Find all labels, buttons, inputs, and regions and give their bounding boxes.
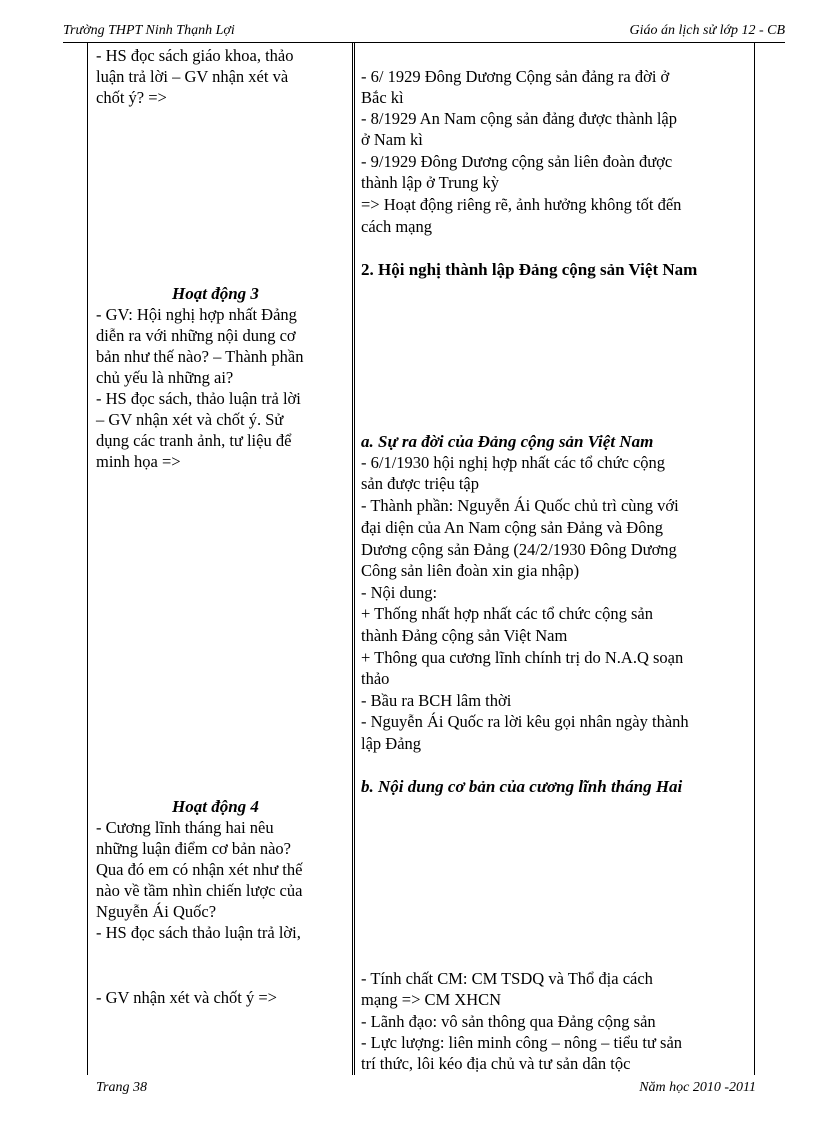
subsection-a-title: a. Sự ra đời của Đảng cộng sản Việt Nam [361, 432, 654, 451]
activity-3-line: bản như thế nào? – Thành phần [96, 347, 304, 366]
left-intro-line: luận trả lời – GV nhận xét và [96, 67, 289, 86]
activity-4-line: nào về tầm nhìn chiến lược của [96, 881, 303, 900]
subsection-a-line: thảo [361, 669, 390, 688]
subsection-a-line: sản được triệu tập [361, 474, 480, 493]
right-intro-line: cách mạng [361, 217, 433, 236]
activity-4-title: Hoạt động 4 [172, 797, 259, 816]
activity-3-line: dụng các tranh ảnh, tư liệu để [96, 431, 292, 450]
subsection-b-line: - Lãnh đạo: vô sản thông qua Đảng cộng sản [361, 1012, 656, 1031]
lesson-plan-title: Giáo án lịch sử lớp 12 - CB [629, 23, 785, 38]
activity-3-line: – GV nhận xét và chốt ý. Sử [96, 410, 284, 429]
subsection-b-line: - Lực lượng: liên minh công – nông – tiểu tư sản [361, 1033, 683, 1052]
subsection-b-line: - Tính chất CM: CM TSDQ và Thổ địa cách [361, 969, 653, 988]
activity-4-line: - HS đọc sách thảo luận trả lời, [96, 923, 301, 942]
lesson-table [87, 43, 755, 1075]
page-number: Trang 38 [96, 1080, 147, 1095]
right-intro-line: ở Nam kì [361, 130, 423, 149]
activity-4-line: - Cương lĩnh tháng hai nêu [96, 818, 274, 837]
page-header [63, 23, 785, 43]
activity-3-line: chủ yếu là những ai? [96, 368, 234, 387]
school-year: Năm học 2010 -2011 [639, 1080, 756, 1095]
right-intro-line: - 6/ 1929 Đông Dương Cộng sản đảng ra đời ở [361, 67, 670, 86]
activity-3-line: minh họa => [96, 452, 181, 471]
subsection-a-line: + Thống nhất hợp nhất các tổ chức cộng sản [361, 604, 653, 623]
left-intro-line: chốt ý? => [96, 88, 167, 107]
subsection-b-line: mạng => CM XHCN [361, 990, 502, 1009]
subsection-a-line: - 6/1/1930 hội nghị hợp nhất các tổ chức cộng [361, 453, 666, 472]
right-intro-line: - 8/1929 An Nam cộng sản đảng được thành lập [361, 109, 677, 128]
subsection-b-line: trí thức, lôi kéo địa chủ và tư sản dân tộc [361, 1054, 631, 1073]
activity-4-line: Qua đó em có nhận xét như thế [96, 860, 303, 879]
left-intro-line: - HS đọc sách giáo khoa, thảo [96, 46, 294, 65]
column-divider-double [354, 43, 355, 1075]
activity-4-line: những luận điểm cơ bản nào? [96, 839, 291, 858]
right-intro-line: => Hoạt động riêng rẽ, ảnh hưởng không tốt đến [361, 195, 682, 214]
subsection-a-line: - Thành phần: Nguyễn Ái Quốc chủ trì cùng với [361, 496, 679, 515]
subsection-a-line: - Nguyễn Ái Quốc ra lời kêu gọi nhân ngày thành [361, 712, 689, 731]
right-intro-line: thành lập ở Trung kỳ [361, 173, 499, 192]
subsection-b-title: b. Nội dung cơ bản của cương lĩnh tháng Hai [361, 777, 683, 796]
right-intro-line: Bắc kì [361, 88, 404, 107]
subsection-a-line: + Thông qua cương lĩnh chính trị do N.A.Q soạn [361, 648, 684, 667]
left-closing-line: - GV nhận xét và chốt ý => [96, 988, 277, 1007]
subsection-a-line: đại diện của An Nam cộng sản Đảng và Đông [361, 518, 663, 537]
activity-3-line: diễn ra với những nội dung cơ [96, 326, 296, 345]
school-name: Trường THPT Ninh Thạnh Lợi [63, 23, 235, 38]
activity-3-title: Hoạt động 3 [172, 284, 259, 303]
activity-3-line: - HS đọc sách, thảo luận trả lời [96, 389, 301, 408]
subsection-a-line: Công sản liên đoàn xin gia nhập) [361, 561, 580, 580]
section-2-title: 2. Hội nghị thành lập Đảng cộng sản Việt Nam [361, 260, 698, 279]
activity-3-line: - GV: Hội nghị hợp nhất Đảng [96, 305, 297, 324]
subsection-a-line: - Nội dung: [361, 583, 438, 602]
right-intro-line: - 9/1929 Đông Dương cộng sản liên đoàn được [361, 152, 673, 171]
subsection-a-line: - Bầu ra BCH lâm thời [361, 691, 512, 710]
activity-4-line: Nguyễn Ái Quốc? [96, 902, 217, 921]
subsection-a-line: lập Đảng [361, 734, 422, 753]
subsection-a-line: Dương cộng sản Đảng (24/2/1930 Đông Dương [361, 540, 677, 559]
column-divider [352, 43, 353, 1075]
subsection-a-line: thành Đảng cộng sản Việt Nam [361, 626, 568, 645]
